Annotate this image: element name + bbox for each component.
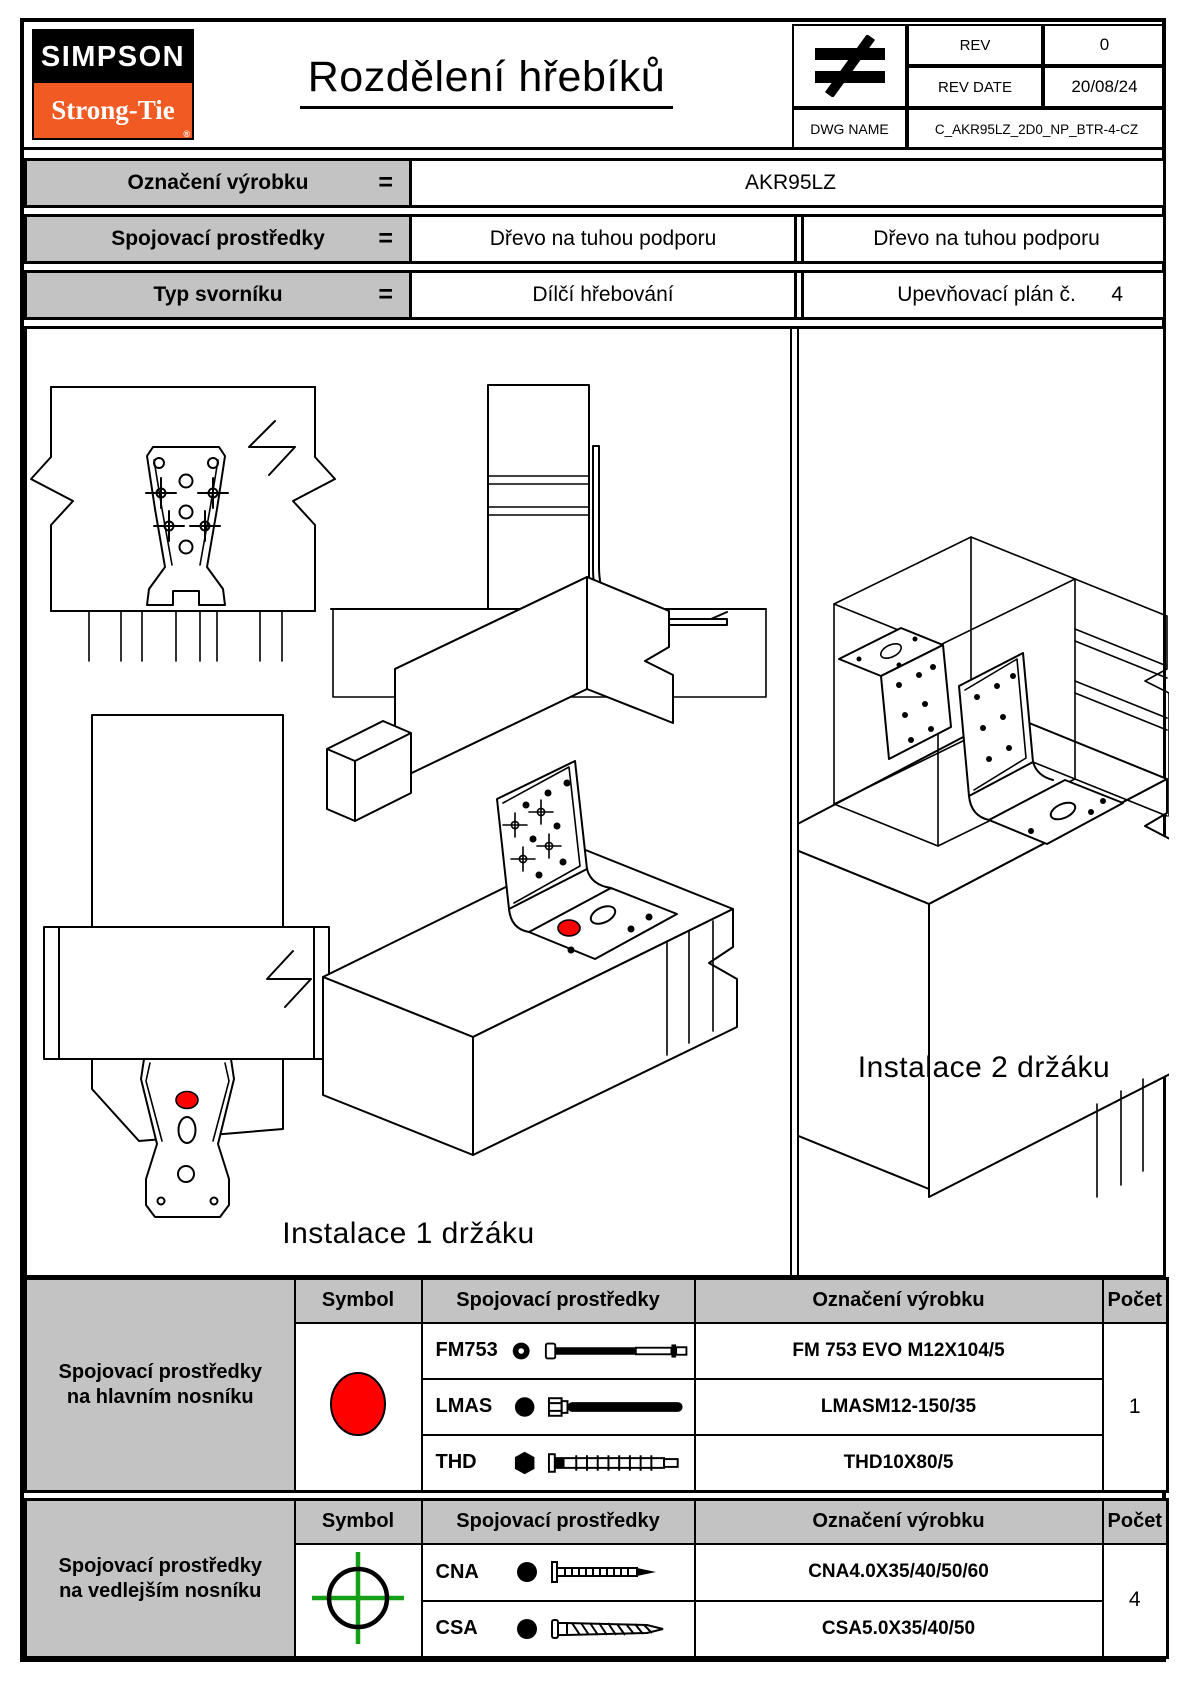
fasteners-value-main: Dřevo na tuhou podporu xyxy=(412,217,797,261)
table-row xyxy=(422,1435,695,1492)
fastener-code: LMAS xyxy=(435,1395,493,1417)
registered-mark: ® xyxy=(183,129,190,139)
simpson-strongtie-logo xyxy=(32,29,194,140)
plan-view xyxy=(44,715,329,1217)
fm753-head-icon xyxy=(509,1338,533,1364)
rev-label: REV xyxy=(907,24,1043,66)
table-row xyxy=(422,1379,695,1435)
info-row-bolt-type xyxy=(24,270,1166,320)
lmas-head-icon xyxy=(512,1394,537,1420)
table-row xyxy=(422,1544,695,1601)
isometric-view-2 xyxy=(799,537,1169,1197)
info-row-fasteners xyxy=(24,214,1166,264)
column-header-fastener: Spojovací prostředky xyxy=(422,1279,695,1323)
dwg-name-label: DWG NAME xyxy=(792,108,907,150)
info-row-product xyxy=(24,158,1166,208)
logo-strongtie: Strong-Tie ® xyxy=(34,83,192,138)
isometric-view-1 xyxy=(323,577,737,1155)
table-group-label: Spojovací prostředky na hlavním nosníku xyxy=(26,1279,295,1492)
not-equal-icon xyxy=(792,24,907,108)
product-label-cell: Označení výrobku = xyxy=(27,161,412,205)
lmas-bolt-icon xyxy=(547,1394,693,1420)
column-header-symbol: Symbol xyxy=(295,1279,422,1323)
logo-simpson: SIMPSON xyxy=(34,31,192,83)
drawing-divider xyxy=(790,329,799,1275)
table-row xyxy=(422,1323,695,1379)
fastener-code: CNA xyxy=(435,1560,479,1583)
csa-screw-icon xyxy=(550,1616,680,1642)
equals-sign: = xyxy=(378,168,393,197)
product-name: CNA4.0X35/40/50/60 xyxy=(695,1544,1103,1601)
green-crosshair-symbol xyxy=(295,1544,422,1658)
equals-sign: = xyxy=(378,224,393,253)
product-name: LMASM12-150/35 xyxy=(695,1379,1103,1435)
fasteners-value-secondary: Dřevo na tuhou podporu xyxy=(801,217,1169,261)
fixing-plan-number: 4 xyxy=(1111,283,1123,306)
csa-head-icon xyxy=(514,1616,540,1642)
thd-bolt-icon xyxy=(547,1450,693,1476)
installation1-label: Instalace 1 držáku xyxy=(282,1217,535,1250)
fasteners-label-cell: Spojovací prostředky = xyxy=(27,217,412,261)
secondary-beam-fastener-table xyxy=(24,1498,1169,1659)
cna-nail-icon xyxy=(550,1559,680,1585)
fm753-bolt-icon xyxy=(544,1338,694,1364)
product-name: THD10X80/5 xyxy=(695,1435,1103,1492)
table-group-label: Spojovací prostředky na vedlejším nosníku xyxy=(26,1500,295,1658)
table-row xyxy=(422,1601,695,1658)
column-header-symbol: Symbol xyxy=(295,1500,422,1544)
main-beam-fastener-table xyxy=(24,1277,1169,1493)
fastener-count: 4 xyxy=(1103,1544,1168,1658)
page-title: Rozdělení hřebíků xyxy=(300,53,674,109)
installation1-drawing xyxy=(27,329,790,1275)
bolt-type-value: Dílčí hřebování xyxy=(412,273,797,317)
product-name: CSA5.0X35/40/50 xyxy=(695,1601,1103,1658)
fastener-code: CSA xyxy=(435,1617,478,1640)
fastener-code: FM753 xyxy=(435,1339,498,1361)
rev-date-value: 20/08/24 xyxy=(1043,66,1166,108)
dwg-name-value: C_AKR95LZ_2D0_NP_BTR-4-CZ xyxy=(907,108,1166,150)
installation2-drawing xyxy=(799,329,1169,1275)
bolt-marker-red xyxy=(558,920,580,936)
column-header-fastener: Spojovací prostředky xyxy=(422,1500,695,1544)
rev-date-label: REV DATE xyxy=(907,66,1043,108)
product-value: AKR95LZ xyxy=(744,171,837,194)
cna-head-icon xyxy=(514,1559,540,1585)
installation2-label: Instalace 2 držáku xyxy=(857,1051,1111,1084)
column-header-count: Počet xyxy=(1103,1500,1168,1544)
fastener-count: 1 xyxy=(1103,1323,1168,1492)
column-header-count: Počet xyxy=(1103,1279,1168,1323)
break-symbol xyxy=(249,421,295,475)
fixing-plan-cell: Upevňovací plán č. 4 xyxy=(801,273,1169,317)
fastener-code: THD xyxy=(435,1451,477,1474)
bolt-marker-red xyxy=(176,1092,198,1109)
bolt-type-label-cell: Typ svorníku = xyxy=(27,273,412,317)
thd-head-icon xyxy=(512,1450,537,1476)
column-header-product: Označení výrobku xyxy=(695,1279,1103,1323)
drawing-area xyxy=(24,326,1166,1278)
equals-sign: = xyxy=(378,280,393,309)
column-header-product: Označení výrobku xyxy=(695,1500,1103,1544)
title-block xyxy=(24,22,1166,150)
red-circle-symbol xyxy=(295,1323,422,1492)
product-name: FM 753 EVO M12X104/5 xyxy=(695,1323,1103,1379)
front-view xyxy=(31,387,335,661)
rev-value: 0 xyxy=(1043,24,1166,66)
